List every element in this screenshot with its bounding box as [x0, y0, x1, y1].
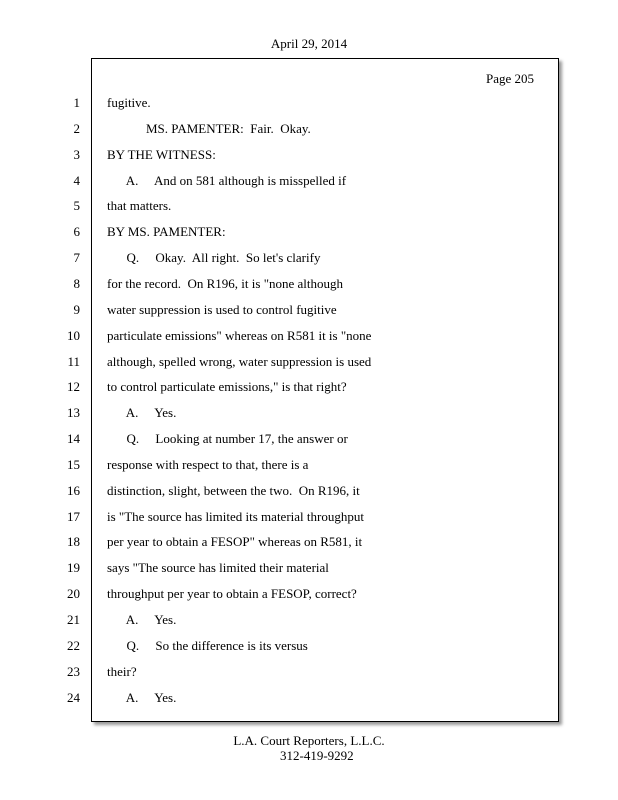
- line-text: response with respect to that, there is a: [107, 457, 309, 472]
- line-text: particulate emissions" whereas on R581 it is "none: [107, 328, 372, 343]
- line-number: 12: [67, 379, 80, 394]
- line-text: to control particulate emissions," is that right?: [107, 379, 347, 394]
- line-text: their?: [107, 664, 137, 679]
- line-number: 20: [67, 586, 80, 601]
- line-number: 18: [67, 534, 80, 549]
- footer-phone: 312-419-9292: [280, 748, 354, 763]
- line-text: fugitive.: [107, 95, 151, 110]
- line-text: is "The source has limited its material throughput: [107, 509, 364, 524]
- line-number: 4: [73, 173, 80, 188]
- line-text: A. Yes.: [107, 690, 177, 705]
- line-number: 15: [67, 457, 80, 472]
- line-number: 8: [73, 276, 80, 291]
- line-text: per year to obtain a FESOP" whereas on R581, it: [107, 534, 363, 549]
- line-number: 2: [73, 121, 80, 136]
- header-date: April 29, 2014: [270, 36, 348, 51]
- line-text: A. And on 581 although is misspelled if: [107, 173, 347, 188]
- line-number: 3: [73, 147, 80, 162]
- line-number: 19: [67, 560, 80, 575]
- line-number: 1: [73, 95, 80, 110]
- line-text: water suppression is used to control fugitive: [107, 302, 337, 317]
- line-text: BY THE WITNESS:: [107, 147, 216, 162]
- line-text: Q. So the difference is its versus: [107, 638, 308, 653]
- line-number: 22: [67, 638, 80, 653]
- line-text: MS. PAMENTER: Fair. Okay.: [107, 121, 311, 136]
- line-text: that matters.: [107, 198, 172, 213]
- line-number: 10: [67, 328, 80, 343]
- line-text: says "The source has limited their material: [107, 560, 329, 575]
- footer-company: L.A. Court Reporters, L.L.C.: [233, 733, 385, 748]
- line-text: Q. Okay. All right. So let's clarify: [107, 250, 321, 265]
- line-text: for the record. On R196, it is "none although: [107, 276, 344, 291]
- line-number: 6: [73, 224, 80, 239]
- line-text: throughput per year to obtain a FESOP, correct?: [107, 586, 357, 601]
- line-number: 14: [67, 431, 80, 446]
- line-number: 7: [73, 250, 80, 265]
- line-text: Q. Looking at number 17, the answer or: [107, 431, 348, 446]
- line-number: 23: [67, 664, 80, 679]
- line-number: 13: [67, 405, 80, 420]
- line-number: 5: [73, 198, 80, 213]
- page-number: Page 205: [486, 71, 535, 86]
- line-text: although, spelled wrong, water suppression is used: [107, 354, 372, 369]
- line-text: distinction, slight, between the two. On R196, it: [107, 483, 360, 498]
- line-text: A. Yes.: [107, 612, 177, 627]
- line-number: 16: [67, 483, 80, 498]
- line-number: 17: [67, 509, 80, 524]
- line-number: 24: [67, 690, 80, 705]
- line-number: 11: [67, 354, 80, 369]
- line-text: A. Yes.: [107, 405, 177, 420]
- line-number: 21: [67, 612, 80, 627]
- line-text: BY MS. PAMENTER:: [107, 224, 226, 239]
- line-number: 9: [73, 302, 80, 317]
